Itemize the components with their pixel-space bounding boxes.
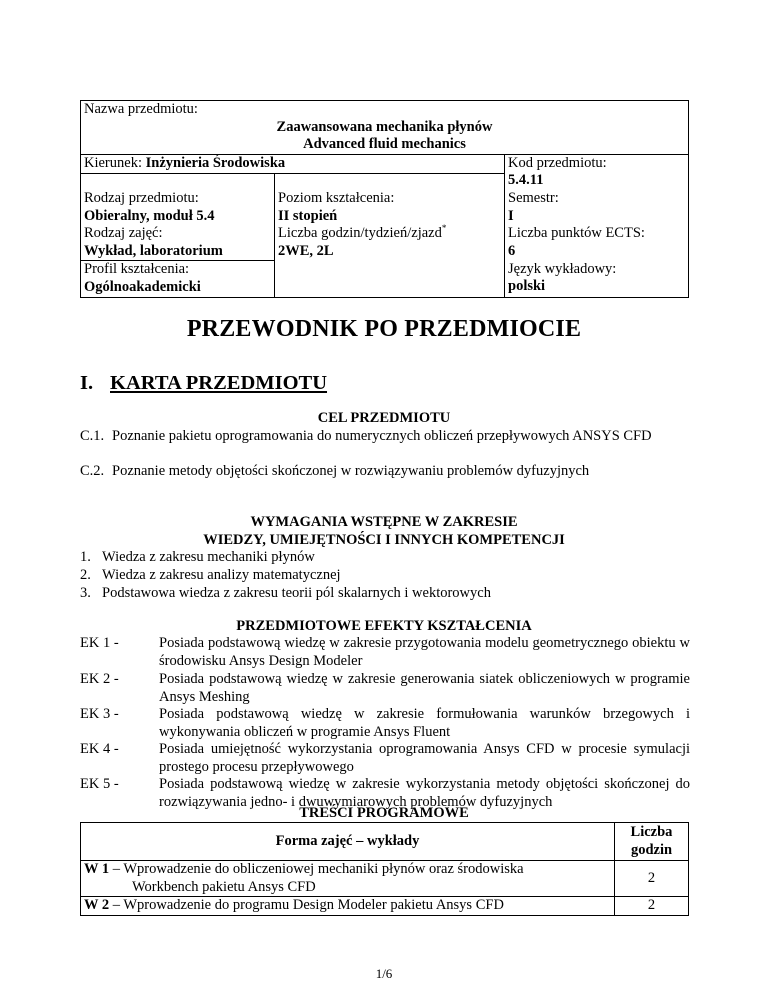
program-table	[80, 822, 689, 916]
requirement-number: 1.	[80, 549, 91, 565]
outcome-number: EK 4 -	[80, 741, 119, 757]
program-row	[81, 861, 689, 897]
level-value: II stopień	[278, 207, 338, 224]
requirement-text: Podstawowa wiedza z zakresu teorii pól skalarnych i wektorowych	[102, 585, 491, 601]
program-col-hours-1: Liczba	[630, 823, 673, 840]
lang-label: Język wykładowy:	[508, 260, 617, 277]
goal-item-text: Poznanie metody objętości skończonej w rozwiązywaniu problemów dyfuzyjnych	[112, 463, 590, 479]
program-row-line1: – Wprowadzenie do obliczeniowej mechaniki płynów oraz środowiska	[109, 861, 524, 877]
ects-label: Liczba punktów ECTS:	[508, 225, 645, 242]
profile-cell	[81, 261, 275, 297]
requirement-item	[80, 567, 690, 585]
requirement-item	[80, 549, 690, 567]
goal-title: CEL PRZEDMIOTU	[317, 410, 451, 426]
program-row	[81, 897, 689, 916]
classes-value: Wykład, laboratorium	[84, 242, 223, 259]
course-name-pl: Zaawansowana mechanika płynów	[276, 118, 493, 135]
requirement-number: 3.	[80, 585, 91, 601]
goal-item	[80, 463, 690, 481]
type-value: Obieralny, moduł 5.4	[84, 207, 215, 224]
page-number: 1/6	[375, 966, 393, 981]
outcome-text: Posiada podstawową wiedzę w zakresie formułowania warunków brzegowych i wykonywania obliczeń w programie Ansys Fluent	[159, 706, 690, 740]
requirement-text: Wiedza z zakresu mechaniki płynów	[102, 549, 315, 565]
program-title: TREŚCI PROGRAMOWE	[299, 805, 469, 821]
outcome-number: EK 5 -	[80, 776, 119, 792]
direction-cell	[81, 154, 505, 173]
classes-label: Rodzaj zajęć:	[84, 225, 163, 242]
section-heading	[80, 372, 327, 395]
code-cell	[505, 154, 689, 190]
type-cell	[81, 190, 275, 225]
hours-value: 2WE, 2L	[278, 242, 334, 259]
type-label: Rodzaj przedmiotu:	[84, 189, 199, 206]
outcome-number: EK 3 -	[80, 706, 119, 722]
code-value: 5.4.11	[508, 172, 544, 189]
program-row-hours: 2	[615, 897, 689, 916]
program-row-line1: – Wprowadzenie do programu Design Modeler pakietu Ansys CFD	[109, 897, 504, 914]
requirements-title-1: WYMAGANIA WSTĘPNE W ZAKRESIE	[250, 514, 518, 530]
outcome-item	[80, 741, 690, 776]
goal-item-text: Poznanie pakietu oprogramowania do numerycznych obliczeń przepływowych ANSYS CFD	[112, 428, 652, 444]
requirements-title-2: WIEDZY, UMIEJĘTNOŚCI I INNYCH KOMPETENCJI	[203, 532, 565, 548]
outcome-text: Posiada umiejętność wykorzystania oprogramowania Ansys CFD w procesie symulacji prostego procesu przepływowego	[159, 741, 690, 775]
requirement-text: Wiedza z zakresu analizy matematycznej	[102, 567, 341, 583]
classes-cell	[81, 225, 275, 261]
semester-label: Semestr:	[508, 189, 559, 206]
program-row-text	[81, 861, 615, 897]
section-number: I.	[80, 372, 94, 394]
semester-cell	[505, 190, 689, 225]
program-row-hours: 2	[615, 861, 689, 897]
course-name-cell	[81, 101, 689, 155]
level-cell	[275, 190, 505, 225]
goal-item	[80, 428, 690, 446]
lang-value: polski	[508, 278, 546, 295]
section-text: KARTA PRZEDMIOTU	[110, 372, 328, 394]
outcomes-title: PRZEDMIOTOWE EFEKTY KSZTAŁCENIA	[236, 618, 532, 634]
code-label: Kod przedmiotu:	[508, 154, 607, 171]
program-row-code: W 1	[84, 861, 110, 877]
program-row-line2: Workbench pakietu Ansys CFD	[132, 878, 316, 895]
profile-value: Ogólnoakademicki	[84, 278, 201, 295]
requirement-item	[80, 585, 690, 603]
hours-footnote-mark: *	[441, 223, 447, 234]
program-row-code: W 2	[84, 897, 110, 914]
hours-label-line	[278, 225, 501, 243]
outcome-item	[80, 671, 690, 706]
hours-label: Liczba godzin/tydzień/zjazd	[278, 225, 442, 242]
goal-item-number: C.1.	[80, 428, 105, 444]
course-name-label: Nazwa przedmiotu:	[84, 101, 198, 117]
outcome-text: Posiada podstawową wiedzę w zakresie generowania siatek obliczeniowych w programie Ansys Meshing	[159, 671, 690, 705]
semester-value: I	[508, 207, 514, 224]
program-row-text	[81, 897, 615, 916]
outcome-item	[80, 706, 690, 741]
profile-label: Profil kształcenia:	[84, 261, 190, 278]
course-name-en: Advanced fluid mechanics	[303, 136, 466, 153]
program-col-hours-2: godzin	[630, 841, 673, 858]
ects-value: 6	[508, 242, 516, 259]
spacer-mid	[275, 173, 505, 190]
course-info-table	[80, 100, 689, 298]
ects-cell	[505, 225, 689, 261]
direction-label: Kierunek:	[84, 154, 142, 171]
outcome-number: EK 2 -	[80, 671, 119, 687]
outcome-item	[80, 635, 690, 670]
outcome-number: EK 1 -	[80, 635, 119, 651]
program-col-hours	[615, 823, 689, 861]
spacer-left	[81, 173, 275, 190]
outcome-text: Posiada podstawową wiedzę w zakresie przygotowania modelu geometrycznego obiektu w środowisku Ansys Design Modeler	[159, 635, 690, 669]
goal-item-number: C.2.	[80, 463, 105, 479]
program-col-form: Forma zajęć – wykłady	[81, 823, 615, 861]
direction-value: Inżynieria Środowiska	[145, 154, 286, 171]
document-title: PRZEWODNIK PO PRZEDMIOCIE	[186, 316, 582, 342]
requirement-number: 2.	[80, 567, 91, 583]
level-label: Poziom kształcenia:	[278, 189, 395, 206]
hours-cell	[275, 225, 505, 297]
lang-cell	[505, 261, 689, 297]
outcome-text: Posiada podstawową wiedzę w zakresie wykorzystania metody objętości skończonej do rozwiązywania jedno- i dwuwymiarowych problemów dyfuzyjnych	[159, 776, 690, 810]
